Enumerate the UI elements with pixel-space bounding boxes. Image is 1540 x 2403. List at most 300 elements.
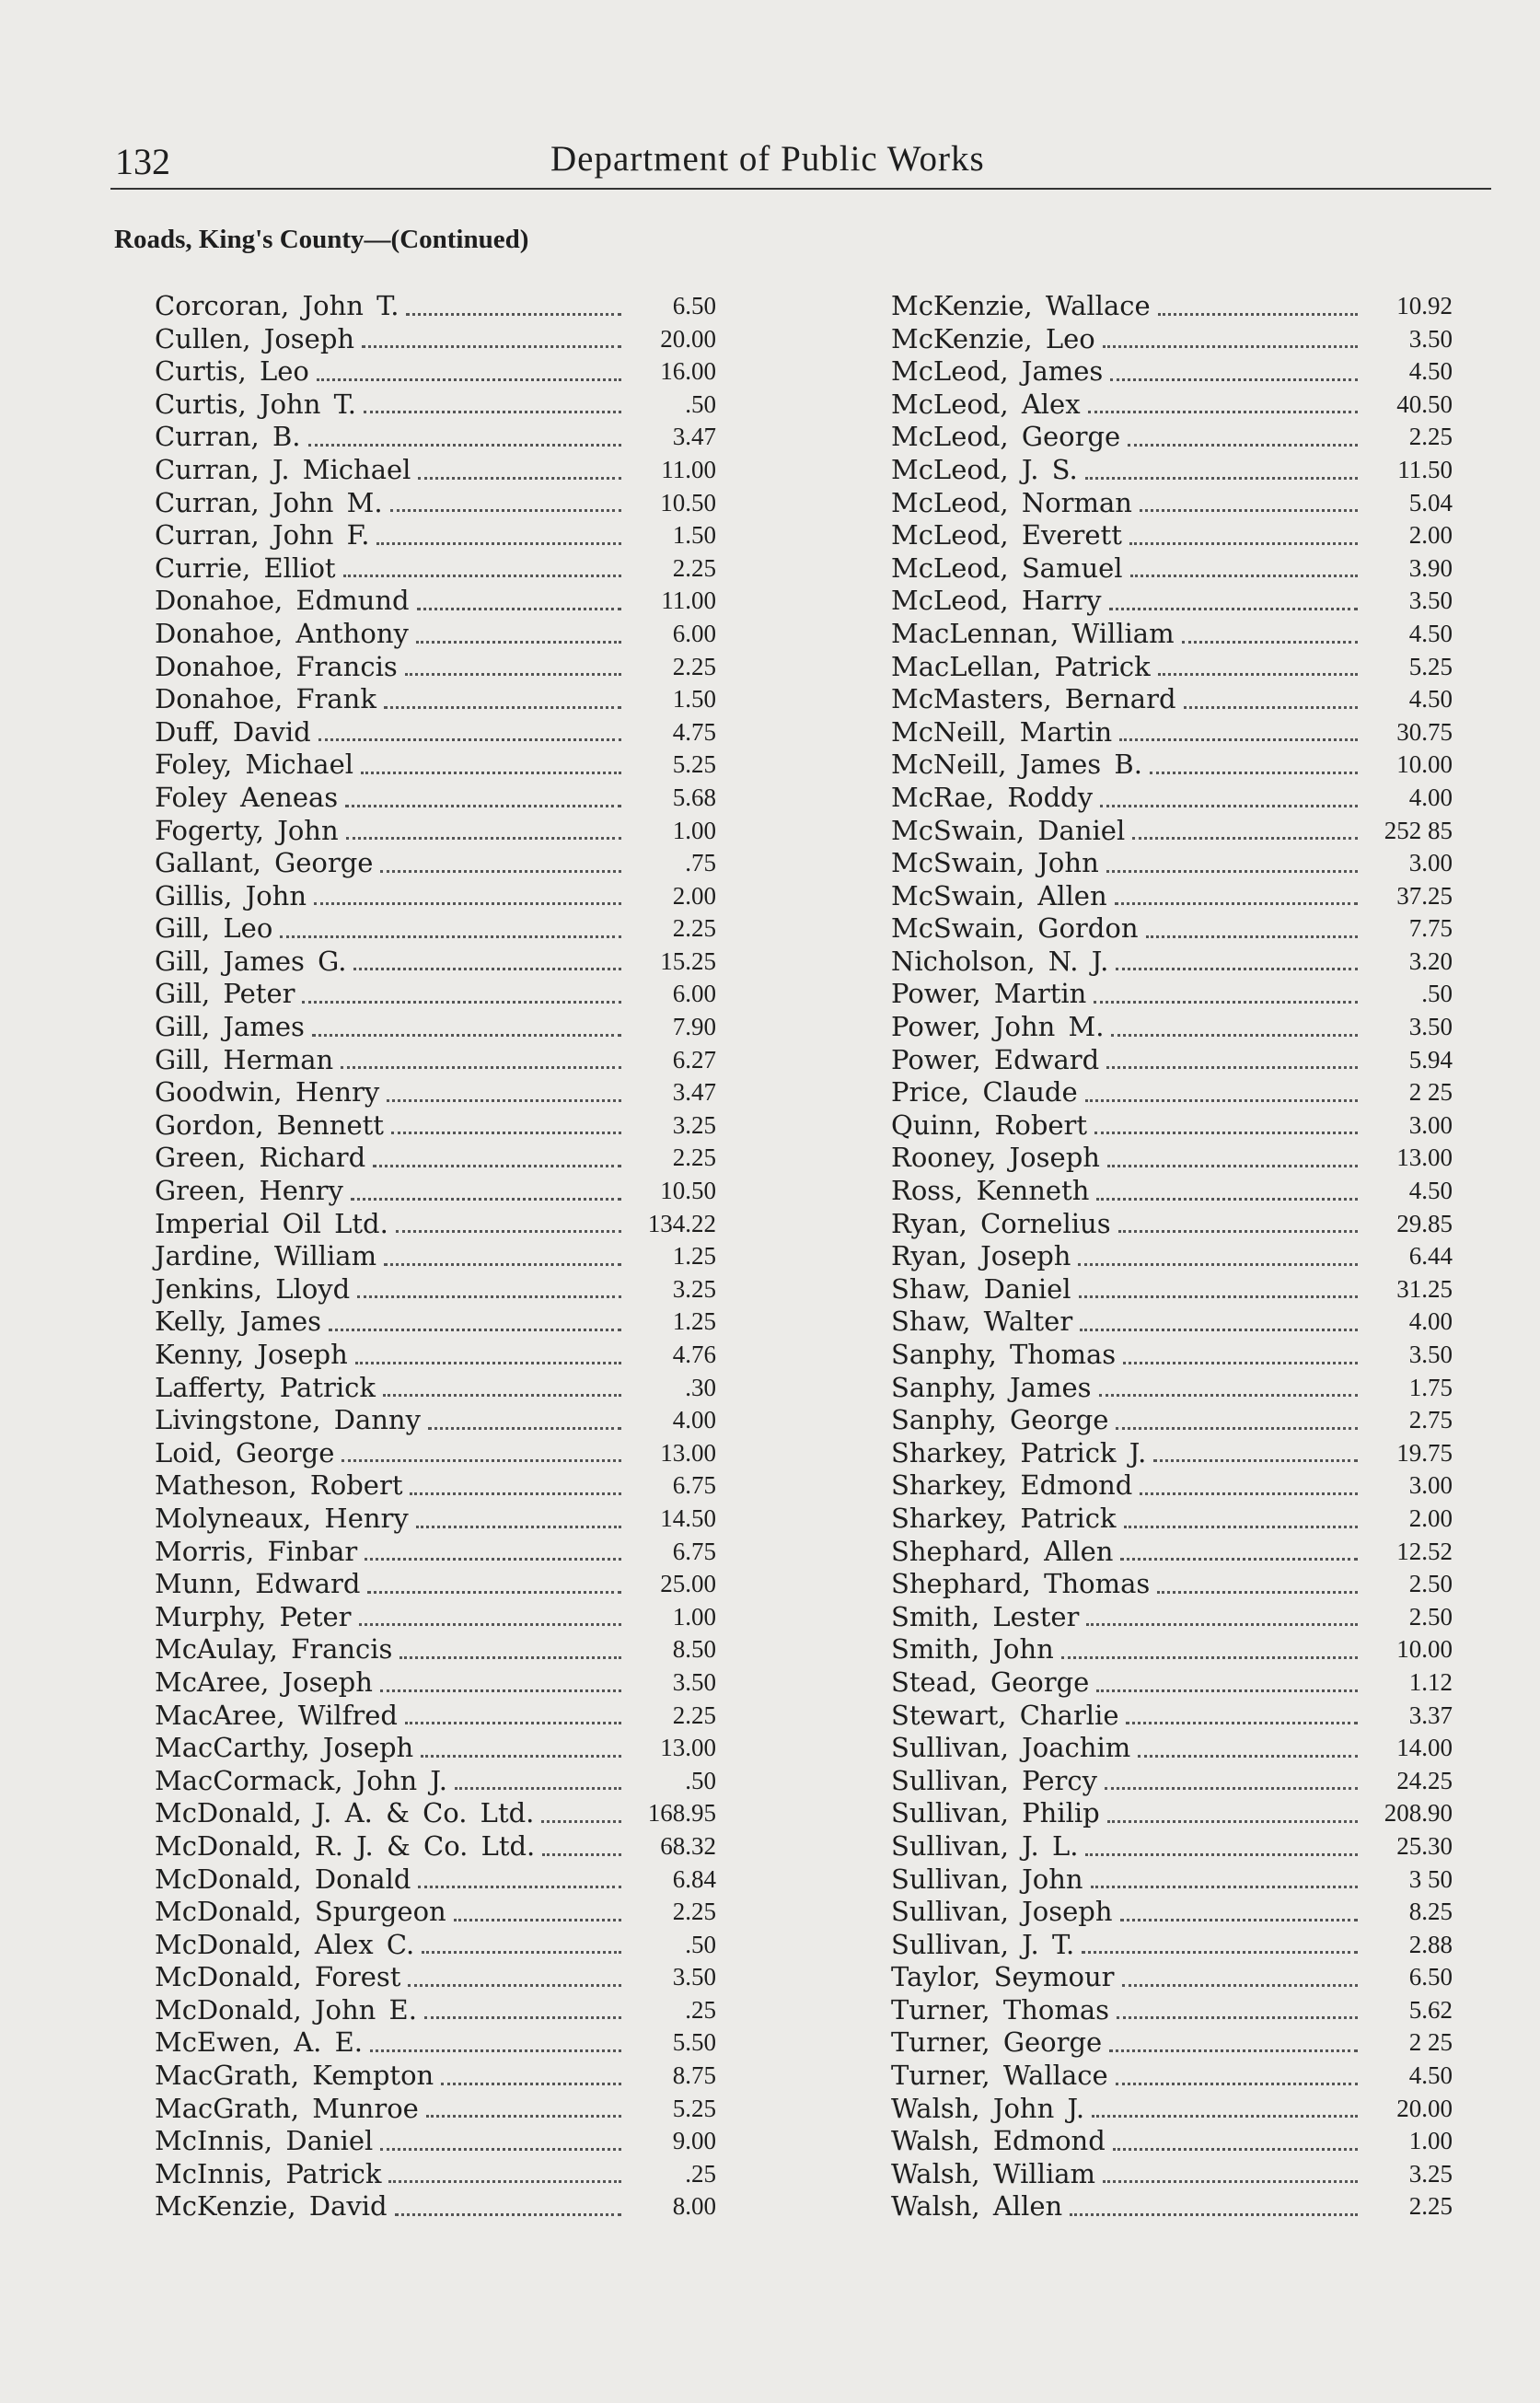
payment-amount: 10.50 bbox=[660, 488, 716, 517]
payment-amount: 2.25 bbox=[672, 1898, 716, 1926]
payment-amount: 4.00 bbox=[1408, 783, 1453, 811]
payment-amount: 6.84 bbox=[672, 1864, 716, 1893]
list-item bbox=[155, 1404, 716, 1437]
dot-leader bbox=[388, 2180, 621, 2183]
dot-leader bbox=[1107, 1165, 1358, 1167]
payee-name: Curran, John M. bbox=[155, 486, 383, 518]
payment-amount: .50 bbox=[685, 1766, 716, 1794]
payee-name: Nicholson, N. J. bbox=[891, 945, 1109, 977]
payment-amount: 5.25 bbox=[672, 750, 716, 779]
payee-name: Sullivan, Philip bbox=[891, 1797, 1100, 1829]
list-item bbox=[155, 1372, 716, 1405]
left-column bbox=[155, 290, 716, 2223]
dot-leader bbox=[1138, 1755, 1358, 1758]
list-item bbox=[155, 1863, 716, 1897]
payee-name: Livingstone, Danny bbox=[155, 1404, 421, 1436]
payee-name: Loid, George bbox=[155, 1436, 335, 1468]
dot-leader bbox=[1126, 1722, 1358, 1724]
payee-name: Curran, John F. bbox=[155, 519, 370, 551]
payment-amount: 1.12 bbox=[1408, 1667, 1453, 1696]
dot-leader bbox=[1120, 1919, 1358, 1921]
payee-name: McDonald, John E. bbox=[155, 1993, 417, 2026]
list-item bbox=[891, 2125, 1453, 2158]
payee-name: Turner, Thomas bbox=[891, 1993, 1109, 2026]
dot-leader bbox=[1111, 1034, 1358, 1037]
payment-amount: 3.50 bbox=[1408, 324, 1453, 353]
list-item bbox=[891, 1175, 1453, 1208]
list-item bbox=[155, 1765, 716, 1798]
payment-amount: 5.68 bbox=[672, 783, 716, 811]
payee-name: McDonald, Forest bbox=[155, 1961, 401, 1993]
payment-amount: 4.75 bbox=[672, 717, 716, 746]
dot-leader bbox=[318, 738, 621, 741]
payee-name: Sanphy, Thomas bbox=[891, 1339, 1117, 1370]
payment-amount: 3.37 bbox=[1408, 1701, 1453, 1729]
dot-leader bbox=[396, 1230, 621, 1233]
dot-leader bbox=[1078, 1263, 1358, 1266]
dot-leader bbox=[1105, 1787, 1358, 1790]
list-item bbox=[155, 1633, 716, 1666]
dot-leader bbox=[314, 902, 621, 905]
dot-leader bbox=[405, 1722, 621, 1724]
list-item bbox=[891, 389, 1453, 422]
payment-amount: 2.25 bbox=[672, 1701, 716, 1729]
dot-leader bbox=[1109, 2049, 1358, 2052]
dot-leader bbox=[384, 706, 621, 709]
payee-name: Green, Henry bbox=[155, 1175, 343, 1207]
payee-name: Gill, Leo bbox=[155, 912, 273, 945]
list-item bbox=[155, 2158, 716, 2191]
dot-leader bbox=[1070, 2213, 1358, 2216]
payment-amount: 10.00 bbox=[1396, 1635, 1453, 1664]
payment-amount: 10.92 bbox=[1396, 292, 1453, 319]
payment-amount: 7.75 bbox=[1408, 914, 1453, 943]
list-item bbox=[891, 978, 1453, 1011]
dot-leader bbox=[383, 1394, 621, 1397]
list-item bbox=[155, 487, 716, 520]
list-item bbox=[891, 847, 1453, 880]
dot-leader bbox=[1116, 968, 1358, 970]
payment-amount: 1.75 bbox=[1408, 1373, 1453, 1401]
payment-amount: 11.00 bbox=[661, 455, 716, 483]
dot-leader bbox=[1109, 608, 1358, 610]
payee-name: Curtis, John T. bbox=[155, 388, 356, 420]
list-item bbox=[891, 585, 1453, 618]
payee-name: McDonald, Donald bbox=[155, 1863, 411, 1895]
payment-amount: 168.95 bbox=[647, 1799, 716, 1828]
page-number: 132 bbox=[115, 141, 170, 182]
list-item bbox=[155, 585, 716, 618]
payee-name: Quinn, Robert bbox=[891, 1109, 1088, 1141]
dot-leader bbox=[441, 2083, 621, 2085]
dot-leader bbox=[1120, 1558, 1358, 1561]
list-item bbox=[155, 1240, 716, 1273]
payee-name: Sharkey, Edmond bbox=[891, 1469, 1133, 1502]
list-item bbox=[891, 1666, 1453, 1700]
payment-amount: 3.90 bbox=[1408, 553, 1453, 582]
list-item bbox=[891, 1437, 1453, 1470]
payee-name: McMasters, Bernard bbox=[891, 683, 1176, 715]
payment-amount: 25.30 bbox=[1396, 1831, 1453, 1860]
payment-amount: 2.25 bbox=[672, 553, 716, 582]
payment-amount: 20.00 bbox=[1396, 2094, 1453, 2122]
dot-leader bbox=[1103, 2180, 1358, 2183]
dot-leader bbox=[1116, 1427, 1358, 1430]
payment-amount: 12.52 bbox=[1396, 1537, 1453, 1565]
right-column bbox=[891, 290, 1453, 2223]
payment-amount: 2.25 bbox=[672, 914, 716, 943]
payee-name: McDonald, J. A. & Co. Ltd. bbox=[155, 1797, 535, 1829]
list-item bbox=[891, 880, 1453, 913]
payment-amount: 3.50 bbox=[1408, 586, 1453, 615]
payee-name: Gordon, Bennett bbox=[155, 1109, 384, 1141]
dot-leader bbox=[1096, 1198, 1358, 1201]
list-item bbox=[155, 1961, 716, 1994]
payment-amount: .50 bbox=[685, 389, 716, 418]
list-item bbox=[891, 454, 1453, 487]
list-item bbox=[155, 1797, 716, 1830]
payment-amount: 6.00 bbox=[672, 980, 716, 1008]
payment-amount: 134.22 bbox=[647, 1209, 716, 1237]
payment-amount: 14.00 bbox=[1396, 1734, 1453, 1762]
dot-leader bbox=[1140, 509, 1358, 512]
payment-amount: 3.00 bbox=[1408, 1110, 1453, 1139]
dot-leader bbox=[1146, 935, 1359, 938]
list-item bbox=[155, 1503, 716, 1536]
dot-leader bbox=[1094, 1132, 1358, 1134]
payee-name: McLeod, James bbox=[891, 355, 1104, 388]
payment-amount: 20.00 bbox=[660, 324, 716, 353]
payment-amount: 3.00 bbox=[1408, 1471, 1453, 1500]
payment-amount: 2.50 bbox=[1408, 1570, 1453, 1598]
payee-name: Donahoe, Edmund bbox=[155, 585, 410, 617]
list-item bbox=[891, 2158, 1453, 2191]
list-item bbox=[155, 651, 716, 684]
dot-leader bbox=[1085, 1099, 1358, 1102]
list-item bbox=[891, 1240, 1453, 1273]
dot-leader bbox=[410, 1492, 621, 1495]
payee-name: Lafferty, Patrick bbox=[155, 1371, 376, 1403]
payee-name: McSwain, Daniel bbox=[891, 814, 1126, 846]
payment-amount: 8.50 bbox=[672, 1635, 716, 1664]
dot-leader bbox=[391, 1132, 621, 1134]
list-item bbox=[891, 1339, 1453, 1372]
payment-amount: 2.50 bbox=[1408, 1602, 1453, 1631]
payee-name: Sullivan, Percy bbox=[891, 1764, 1098, 1796]
payment-amount: 30.75 bbox=[1396, 717, 1453, 746]
payee-name: McDonald, Spurgeon bbox=[155, 1896, 446, 1928]
payment-amount: 29.85 bbox=[1396, 1209, 1453, 1237]
payee-name: Munn, Edward bbox=[155, 1568, 361, 1600]
payment-amount: 9.00 bbox=[672, 2127, 716, 2155]
list-item bbox=[155, 1601, 716, 1634]
payment-amount: 2.00 bbox=[1408, 1503, 1453, 1532]
payee-name: Gill, James bbox=[155, 1011, 305, 1043]
payment-amount: 11.50 bbox=[1397, 455, 1453, 483]
payee-name: Murphy, Peter bbox=[155, 1600, 352, 1632]
payment-amount: 4.76 bbox=[672, 1341, 716, 1368]
dot-leader bbox=[341, 1066, 621, 1069]
dot-leader bbox=[426, 2115, 621, 2118]
payee-name: McAulay, Francis bbox=[155, 1633, 393, 1666]
payee-name: McLeod, George bbox=[891, 421, 1121, 453]
payment-amount: .75 bbox=[685, 849, 716, 877]
list-item bbox=[155, 1469, 716, 1503]
dot-leader bbox=[370, 2049, 621, 2052]
dot-leader bbox=[359, 1623, 622, 1626]
list-item bbox=[155, 1700, 716, 1733]
list-item bbox=[155, 1306, 716, 1339]
payment-amount: 10.50 bbox=[660, 1177, 716, 1205]
list-item bbox=[891, 2190, 1453, 2223]
list-item bbox=[155, 978, 716, 1011]
dot-leader bbox=[373, 1165, 621, 1167]
payee-name: Turner, Wallace bbox=[891, 2060, 1108, 2092]
dot-leader bbox=[399, 1656, 621, 1659]
payee-name: Green, Richard bbox=[155, 1142, 366, 1174]
payment-amount: 6.50 bbox=[672, 292, 716, 319]
list-item bbox=[891, 1372, 1453, 1405]
payee-name: Power, Edward bbox=[891, 1043, 1100, 1075]
dot-leader bbox=[1184, 706, 1358, 709]
dot-leader bbox=[1122, 1984, 1358, 1987]
list-item bbox=[155, 847, 716, 880]
dot-leader bbox=[418, 1886, 621, 1888]
payment-amount: 6.50 bbox=[1408, 1963, 1453, 1991]
payment-amount: 14.50 bbox=[660, 1503, 716, 1532]
dot-leader bbox=[353, 968, 621, 970]
dot-leader bbox=[1099, 1394, 1358, 1397]
payment-amount: 3.50 bbox=[1408, 1341, 1453, 1368]
payment-amount: 10.00 bbox=[1396, 750, 1453, 779]
payee-name: Curran, J. Michael bbox=[155, 453, 411, 485]
list-item bbox=[891, 1044, 1453, 1077]
payee-name: Kelly, James bbox=[155, 1306, 322, 1338]
payment-amount: 4.00 bbox=[672, 1406, 716, 1434]
list-item bbox=[155, 1142, 716, 1175]
payment-amount: 2.00 bbox=[1408, 521, 1453, 550]
payment-amount: 4.50 bbox=[1408, 357, 1453, 386]
dot-leader bbox=[422, 1951, 621, 1954]
payee-name: MacGrath, Kempton bbox=[155, 2060, 434, 2092]
payment-amount: .50 bbox=[1421, 980, 1453, 1008]
dot-leader bbox=[1115, 902, 1358, 905]
list-item bbox=[155, 1666, 716, 1700]
payee-name: Rooney, Joseph bbox=[891, 1142, 1100, 1174]
payee-name: Foley Aeneas bbox=[155, 781, 339, 813]
payment-amount: 5.04 bbox=[1408, 488, 1453, 517]
payee-name: Shephard, Allen bbox=[891, 1535, 1114, 1567]
dot-leader bbox=[1129, 542, 1358, 545]
payment-amount: 68.32 bbox=[660, 1831, 716, 1860]
list-item bbox=[891, 290, 1453, 323]
list-item bbox=[891, 1404, 1453, 1437]
payment-amount: 2.88 bbox=[1408, 1930, 1453, 1958]
list-item bbox=[891, 1961, 1453, 1994]
dot-leader bbox=[1182, 641, 1358, 644]
dot-leader bbox=[384, 1263, 621, 1266]
dot-leader bbox=[1106, 870, 1358, 873]
payment-amount: 13.00 bbox=[660, 1734, 716, 1762]
payment-amount: 6.44 bbox=[1408, 1242, 1453, 1271]
payee-name: Shephard, Thomas bbox=[891, 1568, 1151, 1600]
payment-amount: 6.75 bbox=[672, 1537, 716, 1565]
payee-name: McSwain, John bbox=[891, 847, 1099, 879]
payee-name: McRae, Roddy bbox=[891, 781, 1094, 813]
list-item bbox=[155, 552, 716, 586]
payment-amount: 1.25 bbox=[672, 1242, 716, 1271]
payment-amount: 4.50 bbox=[1408, 1177, 1453, 1205]
payment-amount: 4.50 bbox=[1408, 2061, 1453, 2090]
dot-leader bbox=[1116, 2083, 1358, 2085]
list-item bbox=[155, 683, 716, 716]
list-item bbox=[155, 1732, 716, 1765]
payee-name: Smith, John bbox=[891, 1633, 1054, 1666]
payee-name: McKenzie, Leo bbox=[891, 322, 1095, 354]
payee-name: McDonald, Alex C. bbox=[155, 1928, 415, 1960]
list-item bbox=[891, 552, 1453, 586]
payment-amount: 5.94 bbox=[1408, 1045, 1453, 1074]
list-item bbox=[891, 1306, 1453, 1339]
payment-amount: 3.47 bbox=[672, 1078, 716, 1107]
payee-name: Sullivan, J. T. bbox=[891, 1928, 1075, 1960]
list-item bbox=[891, 1142, 1453, 1175]
payee-name: Price, Claude bbox=[891, 1076, 1078, 1109]
payee-name: McNeill, James B. bbox=[891, 749, 1142, 781]
payment-amount: 6.27 bbox=[672, 1045, 716, 1074]
payee-name: Donahoe, Frank bbox=[155, 683, 376, 715]
payment-amount: 16.00 bbox=[660, 357, 716, 386]
dot-leader bbox=[317, 378, 621, 381]
payment-amount: 24.25 bbox=[1396, 1766, 1453, 1794]
list-item bbox=[891, 1601, 1453, 1634]
payment-amount: 4.00 bbox=[1408, 1307, 1453, 1336]
dot-leader bbox=[312, 1034, 621, 1037]
payment-amount: 13.00 bbox=[1396, 1143, 1453, 1172]
dot-leader bbox=[1082, 1951, 1358, 1954]
dot-leader bbox=[1096, 1689, 1358, 1692]
payee-name: Gallant, George bbox=[155, 847, 374, 879]
list-item bbox=[155, 946, 716, 979]
list-item bbox=[155, 1568, 716, 1601]
payment-amount: 2.25 bbox=[1408, 423, 1453, 451]
payee-name: McLeod, Norman bbox=[891, 486, 1132, 518]
dot-leader bbox=[380, 2148, 621, 2151]
payee-name: Shaw, Daniel bbox=[891, 1272, 1071, 1305]
dot-leader bbox=[1150, 772, 1358, 774]
payee-name: Ryan, Cornelius bbox=[891, 1207, 1111, 1239]
payee-name: Ross, Kenneth bbox=[891, 1175, 1090, 1207]
payee-name: Sanphy, George bbox=[891, 1404, 1109, 1436]
list-item bbox=[891, 487, 1453, 520]
dot-leader bbox=[416, 641, 621, 644]
payment-amount: .25 bbox=[685, 2159, 716, 2188]
payment-amount: 2.25 bbox=[672, 1143, 716, 1172]
list-item bbox=[155, 1175, 716, 1208]
payee-name: Ryan, Joseph bbox=[891, 1240, 1071, 1272]
payment-amount: 2.25 bbox=[1408, 2192, 1453, 2221]
payment-amount: 2.25 bbox=[672, 652, 716, 680]
payment-amount: 2 25 bbox=[1408, 2028, 1453, 2057]
payment-amount: 37.25 bbox=[1396, 881, 1453, 910]
dot-leader bbox=[367, 1591, 621, 1594]
payment-amount: 8.25 bbox=[1408, 1898, 1453, 1926]
payment-amount: 3 50 bbox=[1408, 1864, 1453, 1893]
dot-leader bbox=[365, 1558, 621, 1561]
payee-name: MacCarthy, Joseph bbox=[155, 1732, 414, 1764]
dot-leader bbox=[1113, 2148, 1358, 2151]
payee-name: McLeod, Alex bbox=[891, 388, 1081, 420]
payee-name: Kenny, Joseph bbox=[155, 1339, 348, 1370]
dot-leader bbox=[390, 509, 621, 512]
list-item bbox=[155, 2190, 716, 2223]
list-item bbox=[155, 912, 716, 946]
payee-name: McSwain, Allen bbox=[891, 879, 1107, 911]
payee-name: MacLellan, Patrick bbox=[891, 650, 1151, 682]
dot-leader bbox=[1088, 411, 1358, 413]
section-heading: Roads, King's County—(Continued) bbox=[114, 225, 529, 254]
payee-name: Sullivan, John bbox=[891, 1863, 1083, 1895]
list-item bbox=[155, 1208, 716, 1241]
dot-leader bbox=[346, 837, 621, 840]
dot-leader bbox=[428, 1427, 621, 1430]
payee-name: Curtis, Leo bbox=[155, 355, 309, 388]
dot-leader bbox=[424, 2016, 621, 2019]
list-item bbox=[155, 421, 716, 454]
list-item bbox=[891, 716, 1453, 749]
list-item bbox=[155, 749, 716, 782]
dot-leader bbox=[308, 444, 621, 447]
list-item bbox=[155, 1044, 716, 1077]
payment-amount: 3.20 bbox=[1408, 946, 1453, 975]
payment-amount: 5.25 bbox=[1408, 652, 1453, 680]
dot-leader bbox=[355, 1362, 621, 1364]
payment-amount: 4.50 bbox=[1408, 685, 1453, 714]
payment-amount: 1.25 bbox=[672, 1307, 716, 1336]
dot-leader bbox=[376, 542, 621, 545]
list-item bbox=[155, 454, 716, 487]
list-item bbox=[891, 683, 1453, 716]
payment-amount: 5.25 bbox=[672, 2094, 716, 2122]
payee-name: McNeill, Martin bbox=[891, 715, 1113, 748]
payment-amount: 208.90 bbox=[1384, 1799, 1453, 1828]
dot-leader bbox=[1100, 805, 1358, 807]
list-item bbox=[155, 1994, 716, 2027]
payment-amount: 1.00 bbox=[672, 1602, 716, 1631]
dot-leader bbox=[1124, 1526, 1358, 1528]
list-item bbox=[155, 1339, 716, 1372]
dot-leader bbox=[416, 1526, 621, 1528]
list-item bbox=[155, 782, 716, 815]
payee-name: Sharkey, Patrick bbox=[891, 1502, 1117, 1534]
dot-leader bbox=[1080, 1329, 1358, 1331]
list-item bbox=[891, 1109, 1453, 1143]
payment-amount: 7.90 bbox=[672, 1013, 716, 1041]
dot-leader bbox=[1123, 1362, 1358, 1364]
list-item bbox=[891, 1929, 1453, 1962]
payment-amount: 8.00 bbox=[672, 2192, 716, 2221]
list-item bbox=[891, 1765, 1453, 1798]
payee-name: Power, John M. bbox=[891, 1011, 1105, 1043]
list-item bbox=[155, 1929, 716, 1962]
list-item bbox=[155, 1536, 716, 1569]
payee-name: MacCormack, John J. bbox=[155, 1764, 448, 1796]
payment-amount: 2.00 bbox=[672, 881, 716, 910]
dot-leader bbox=[541, 1820, 621, 1823]
dot-leader bbox=[417, 608, 621, 610]
list-item bbox=[891, 1633, 1453, 1666]
list-item bbox=[155, 1437, 716, 1470]
